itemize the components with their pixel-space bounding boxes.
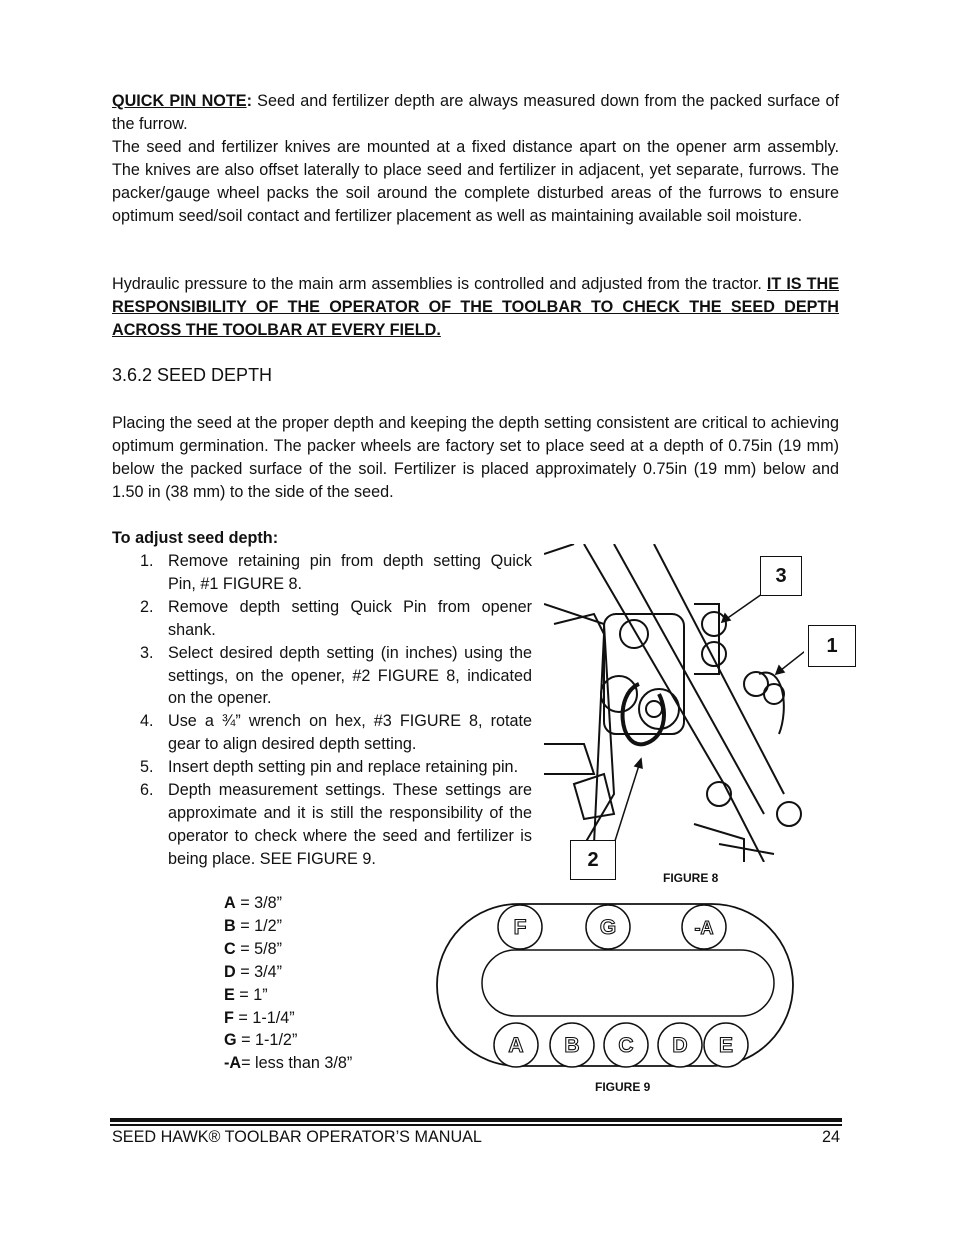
list-item: 4. Use a ¾” wrench on hex, #3 FIGURE 8, rotate gear to align desired depth setting. bbox=[140, 712, 532, 754]
list-item: 5. Insert depth setting pin and replace retaining pin. bbox=[140, 758, 519, 777]
responsibility-warning: IT IS THE RESPONSIBILITY OF THE OPERATOR OF THE TOOLBAR TO CHECK THE SEED DEPTH ACROSS THE TOOLBAR AT EVERY FIELD. bbox=[112, 275, 839, 339]
setting-item: G = 1-1/2” bbox=[224, 1031, 298, 1050]
setting-top-letter: G bbox=[599, 916, 617, 939]
adjust-steps bbox=[112, 550, 532, 871]
setting-item: F = 1-1/4” bbox=[224, 1008, 295, 1027]
setting-top-letter: F bbox=[513, 916, 527, 939]
depth-settings-list bbox=[224, 892, 352, 1075]
seed-depth-intro: Placing the seed at the proper depth and keeping the depth setting consistent are critical to achieving optimum germination. The packer wheels are factory set to place seed at a depth of 0.75in (19 mm) below the packed surface of the soil. Fertilizer is placed approximately 0.75in (19 mm) below and 1.50 in (38 mm) to the side of the seed. bbox=[112, 414, 839, 501]
setting-bottom-letter: B bbox=[564, 1034, 580, 1057]
setting-item: D = 3/4” bbox=[224, 962, 283, 981]
setting-item: C = 5/8” bbox=[224, 939, 283, 958]
setting-bottom-letter: C bbox=[618, 1034, 634, 1057]
figure-9-caption: FIGURE 9 bbox=[595, 1080, 651, 1094]
knives-paragraph: The seed and fertilizer knives are mounted at a fixed distance apart on the opener arm assembly. The knives are also offset laterally to place seed and fertilizer in adjacent, yet separate, furrows. The packer/gauge wheel packs the soil around the complete disturbed areas of the furrows to ensure optimum seed/soil contact and fertilizer placement as well as maintaining available soil moisture. bbox=[112, 138, 839, 225]
list-item: 2. Remove depth setting Quick Pin from opener shank. bbox=[140, 597, 532, 639]
setting-item: A = 3/8” bbox=[224, 894, 283, 912]
list-item: 3. Select desired depth setting (in inches) using the settings, on the opener, #2 FIGURE 8, indicated on the opener. bbox=[140, 643, 532, 708]
adjust-heading: To adjust seed depth: bbox=[112, 529, 279, 547]
setting-bottom-letter: A bbox=[508, 1034, 524, 1057]
hydraulic-text: Hydraulic pressure to the main arm assemblies is controlled and adjusted from the tractor. bbox=[112, 275, 767, 293]
quick-pin-colon: : bbox=[246, 92, 252, 110]
hydraulic-paragraph bbox=[112, 273, 839, 342]
top-setting-row bbox=[498, 905, 726, 949]
callout-1: 1 bbox=[808, 625, 856, 667]
setting-item: E = 1” bbox=[224, 985, 268, 1004]
setting-top-letter: -A bbox=[694, 918, 714, 938]
list-item: 6. Depth measurement settings. These settings are approximate and it is still the responsibility of the operator to check where the seed and fertilizer is being place. SEE FIGURE 9. bbox=[140, 781, 532, 868]
footer-title: SEED HAWK® TOOLBAR OPERATOR’S MANUAL bbox=[112, 1128, 482, 1146]
quick-pin-text: Seed and fertilizer depth are always measured down from the packed surface of the furrow. bbox=[112, 92, 840, 133]
setting-bottom-letter: E bbox=[718, 1034, 734, 1057]
figure-8-caption: FIGURE 8 bbox=[663, 871, 719, 885]
quick-pin-note bbox=[112, 90, 839, 136]
section-heading: 3.6.2 SEED DEPTH bbox=[112, 365, 273, 385]
callout-3: 3 bbox=[760, 556, 802, 596]
bottom-setting-row bbox=[494, 1023, 748, 1067]
quick-pin-label: QUICK PIN NOTE bbox=[112, 92, 247, 110]
setting-bottom-letter: D bbox=[672, 1034, 688, 1057]
footer-rule bbox=[110, 1118, 842, 1122]
callout-2: 2 bbox=[570, 840, 616, 880]
page-number: 24 bbox=[821, 1128, 840, 1146]
figure-9-dial bbox=[436, 903, 796, 1069]
list-item: 1. Remove retaining pin from depth setting Quick Pin, #1 FIGURE 8. bbox=[140, 552, 532, 593]
setting-item: -A= less than 3/8” bbox=[224, 1054, 353, 1073]
setting-item: B = 1/2” bbox=[224, 916, 283, 935]
